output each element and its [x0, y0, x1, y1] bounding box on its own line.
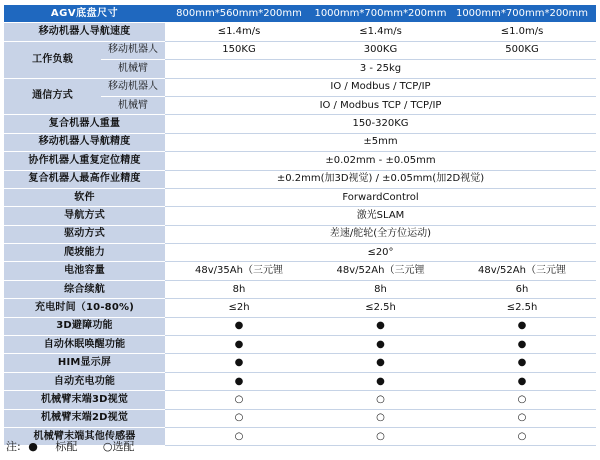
standard-dot-icon: ●	[448, 336, 596, 354]
cell-value: ForwardControl	[165, 188, 596, 206]
optional-circle-icon: ○	[165, 391, 313, 409]
table-row	[4, 391, 596, 409]
table-row	[4, 299, 596, 317]
model-3-size: 1000mm*700mm*200mm	[448, 5, 596, 23]
standard-dot-icon: ●	[165, 354, 313, 372]
table-row	[4, 336, 596, 354]
standard-dot-icon: ●	[448, 317, 596, 335]
cell-value: 差速/舵轮(全方位运动)	[165, 225, 596, 243]
standard-dot-icon: ●	[313, 317, 448, 335]
table-row	[4, 78, 596, 96]
legend-standard-label: 标配	[55, 440, 78, 453]
cell-value: ≤2.5h	[448, 299, 596, 317]
row-label: 机械臂末端其他传感器	[4, 427, 165, 445]
standard-dot-icon: ●	[448, 372, 596, 390]
row-label: 移动机器人导航速度	[4, 23, 165, 41]
table-row	[4, 152, 596, 170]
row-label: 充电时间（10-80%)	[4, 299, 165, 317]
table-row	[4, 280, 596, 298]
legend-note	[6, 440, 134, 454]
cell-value: 150-320KG	[165, 115, 596, 133]
row-label: 机械臂末端3D视觉	[4, 391, 165, 409]
row-label: 自动充电功能	[4, 372, 165, 390]
row-label: 自动休眠唤醒功能	[4, 336, 165, 354]
row-label: 驱动方式	[4, 225, 165, 243]
table-row	[4, 225, 596, 243]
row-label: 软件	[4, 188, 165, 206]
row-label: 通信方式	[4, 78, 101, 115]
table-row	[4, 207, 596, 225]
standard-dot-icon: ●	[448, 354, 596, 372]
optional-circle-icon: ○	[448, 409, 596, 427]
table-row	[4, 133, 596, 151]
row-label: HIM显示屏	[4, 354, 165, 372]
cell-value: ≤20°	[165, 244, 596, 262]
table-row	[4, 244, 596, 262]
spec-table	[4, 4, 596, 446]
table-row	[4, 188, 596, 206]
row-label: 工作负载	[4, 41, 101, 78]
sub-label: 移动机器人	[101, 41, 165, 59]
cell-value: 8h	[165, 280, 313, 298]
cell-value: IO / Modbus TCP / TCP/IP	[165, 96, 596, 114]
legend-prefix: 注:	[6, 440, 21, 453]
table-row	[4, 41, 596, 59]
cell-value: ±5mm	[165, 133, 596, 151]
cell-value: ±0.2mm(加3D视觉) / ±0.05mm(加2D视觉)	[165, 170, 596, 188]
optional-circle-icon: ○	[165, 409, 313, 427]
table-row	[4, 170, 596, 188]
table-row	[4, 23, 596, 41]
standard-dot-icon: ●	[165, 372, 313, 390]
table-row	[4, 372, 596, 390]
optional-circle-icon: ○	[313, 409, 448, 427]
cell-value: 48v/52Ah（三元锂	[313, 262, 448, 280]
optional-circle-icon: ○	[165, 427, 313, 445]
cell-value: 300KG	[313, 41, 448, 59]
header-row	[4, 5, 596, 23]
standard-dot-icon: ●	[313, 372, 448, 390]
sub-label: 机械臂	[101, 60, 165, 78]
standard-dot-icon: ●	[313, 336, 448, 354]
row-label: 3D避障功能	[4, 317, 165, 335]
row-label: 移动机器人导航精度	[4, 133, 165, 151]
cell-value: 150KG	[165, 41, 313, 59]
optional-circle-icon: ○	[102, 440, 113, 453]
cell-value: ≤2h	[165, 299, 313, 317]
table-row	[4, 317, 596, 335]
sub-label: 机械臂	[101, 96, 165, 114]
row-label: 机械臂末端2D视觉	[4, 409, 165, 427]
optional-circle-icon: ○	[448, 391, 596, 409]
header-title: AGV底盘尺寸	[4, 5, 165, 23]
optional-circle-icon: ○	[313, 427, 448, 445]
row-label: 协作机器人重复定位精度	[4, 152, 165, 170]
cell-value: 500KG	[448, 41, 596, 59]
table-row	[4, 354, 596, 372]
cell-value: ≤2.5h	[313, 299, 448, 317]
optional-circle-icon: ○	[448, 427, 596, 445]
standard-dot-icon: ●	[165, 336, 313, 354]
legend-optional-label: 选配	[112, 440, 135, 453]
cell-value: 48v/52Ah（三元锂	[448, 262, 596, 280]
row-label: 导航方式	[4, 207, 165, 225]
cell-value: ≤1.4m/s	[165, 23, 313, 41]
cell-value: ≤1.0m/s	[448, 23, 596, 41]
standard-dot-icon: ●	[28, 440, 38, 453]
cell-value: ±0.02mm - ±0.05mm	[165, 152, 596, 170]
standard-dot-icon: ●	[313, 354, 448, 372]
optional-circle-icon: ○	[313, 391, 448, 409]
standard-dot-icon: ●	[165, 317, 313, 335]
row-label: 电池容量	[4, 262, 165, 280]
model-1-size: 800mm*560mm*200mm	[165, 5, 313, 23]
cell-value: 激光SLAM	[165, 207, 596, 225]
cell-value: IO / Modbus / TCP/IP	[165, 78, 596, 96]
row-label: 复合机器人重量	[4, 115, 165, 133]
cell-value: ≤1.4m/s	[313, 23, 448, 41]
cell-value: 8h	[313, 280, 448, 298]
row-label: 综合续航	[4, 280, 165, 298]
cell-value: 48v/35Ah（三元锂	[165, 262, 313, 280]
table-row	[4, 409, 596, 427]
model-2-size: 1000mm*700mm*200mm	[313, 5, 448, 23]
row-label: 复合机器人最高作业精度	[4, 170, 165, 188]
row-label: 爬坡能力	[4, 244, 165, 262]
cell-value: 3 - 25kg	[165, 60, 596, 78]
table-row	[4, 262, 596, 280]
table-row	[4, 115, 596, 133]
cell-value: 6h	[448, 280, 596, 298]
sub-label: 移动机器人	[101, 78, 165, 96]
